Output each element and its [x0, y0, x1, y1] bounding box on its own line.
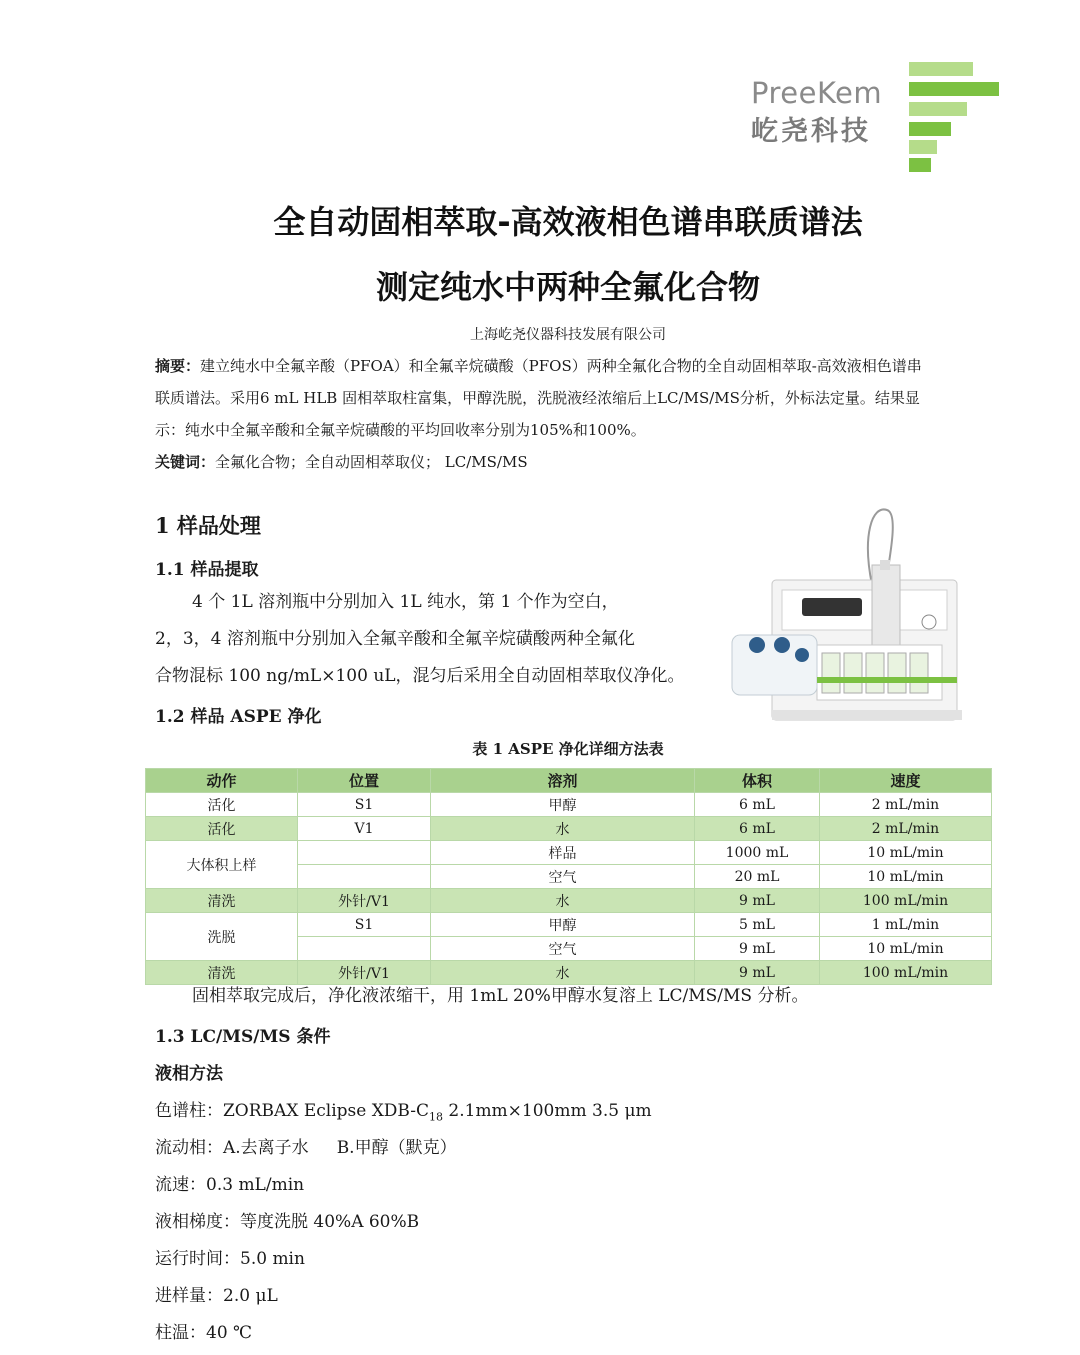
- param-injection: 进样量：2.0 μL: [155, 1286, 278, 1306]
- param-gradient: 液相梯度：等度洗脱 40%A 60%B: [155, 1212, 420, 1232]
- extraction-line1: 4 个 1L 溶剂瓶中分别加入 1L 纯水，第 1 个作为空白，: [192, 592, 619, 612]
- abstract-line1: [155, 356, 922, 376]
- table-cell: 水: [431, 817, 695, 841]
- table-row: [146, 841, 992, 865]
- table-cell: 6 mL: [695, 793, 820, 817]
- table-row: [146, 913, 992, 937]
- table-cell: 外针/V1: [298, 961, 431, 985]
- param-mobile-label: 流动相：: [155, 1138, 223, 1158]
- logo-text-cn: 屹尧科技: [751, 116, 871, 147]
- param-flow: 流速：0.3 mL/min: [155, 1175, 305, 1195]
- table-cell: S1: [298, 793, 431, 817]
- extraction-line3: 合物混标 100 ng/mL×100 uL，混匀后采用全自动固相萃取仪净化。: [155, 666, 685, 686]
- spe-instrument-image: [722, 505, 972, 730]
- table-cell: 空气: [431, 865, 695, 889]
- table-cell: 活化: [146, 793, 298, 817]
- abstract-text1: 建立纯水中全氟辛酸（PFOA）和全氟辛烷磺酸（PFOS）两种全氟化合物的全自动固相萃取-高效液相色谱串: [200, 357, 922, 375]
- keywords-text: 全氟化合物；全自动固相萃取仪； LC/MS/MS: [215, 453, 528, 471]
- table-cell: 100 mL/min: [820, 961, 992, 985]
- abstract-label: 摘要：: [155, 357, 201, 375]
- affiliation: 上海屹尧仪器科技发展有限公司: [470, 327, 666, 343]
- table-cell: 9 mL: [695, 961, 820, 985]
- aspe-method-table: [145, 768, 992, 985]
- param-runtime: 运行时间：5.0 min: [155, 1249, 305, 1269]
- table-cell: 清洗: [146, 889, 298, 913]
- header-solvent: 溶剂: [431, 769, 695, 793]
- table-cell: 1000 mL: [695, 841, 820, 865]
- table-row: [146, 817, 992, 841]
- section-heading-1-1: 1.1 样品提取: [155, 560, 259, 580]
- table-cell: 外针/V1: [298, 889, 431, 913]
- param-column: [155, 1096, 652, 1123]
- table-cell: 清洗: [146, 961, 298, 985]
- table-cell: [298, 937, 431, 961]
- table-row: [146, 793, 992, 817]
- table-cell: 10 mL/min: [820, 865, 992, 889]
- table-cell: 1 mL/min: [820, 913, 992, 937]
- param-mobile-phase: [155, 1133, 457, 1158]
- table-cell: 大体积上样: [146, 841, 298, 889]
- table-cell: 样品: [431, 841, 695, 865]
- logo-text-en: PreeKem: [751, 76, 883, 110]
- table-row: [146, 961, 992, 985]
- table-cell: 活化: [146, 817, 298, 841]
- table-cell: 甲醇: [431, 913, 695, 937]
- table-cell: 水: [431, 961, 695, 985]
- table-cell: 2 mL/min: [820, 817, 992, 841]
- header-volume: 体积: [695, 769, 820, 793]
- table-cell: 20 mL: [695, 865, 820, 889]
- table-cell: 6 mL: [695, 817, 820, 841]
- param-column-value-b: 2.1mm×100mm 3.5 μm: [443, 1101, 652, 1121]
- table-cell: 2 mL/min: [820, 793, 992, 817]
- table-cell: V1: [298, 817, 431, 841]
- table-cell: 洗脱: [146, 913, 298, 961]
- table-cell: 空气: [431, 937, 695, 961]
- table-cell: S1: [298, 913, 431, 937]
- table-cell: [298, 865, 431, 889]
- section-heading-1-2: 1.2 样品 ASPE 净化: [155, 707, 322, 727]
- after-table-text: 固相萃取完成后，净化液浓缩干，用 1mL 20%甲醇水复溶上 LC/MS/MS 分析。: [192, 986, 809, 1006]
- table-cell: 10 mL/min: [820, 841, 992, 865]
- table-cell: 10 mL/min: [820, 937, 992, 961]
- document-title-line1: 全自动固相萃取-高效液相色谱串联质谱法: [273, 203, 863, 241]
- logo-mark-icon: [905, 62, 1001, 174]
- document-title-line2: 测定纯水中两种全氟化合物: [375, 268, 760, 306]
- lc-method-subheading: 液相方法: [155, 1064, 223, 1084]
- param-column-subscript: 18: [429, 1110, 443, 1124]
- table-cell: 9 mL: [695, 889, 820, 913]
- param-mobile-a: A.去离子水: [223, 1138, 309, 1158]
- param-mobile-b: B.甲醇（默克）: [336, 1138, 457, 1158]
- table-cell: 水: [431, 889, 695, 913]
- param-column-value-a: ZORBAX Eclipse XDB-C: [223, 1101, 429, 1121]
- table-cell: 9 mL: [695, 937, 820, 961]
- header-position: 位置: [298, 769, 431, 793]
- table-cell: 5 mL: [695, 913, 820, 937]
- table-header-row: [146, 769, 992, 793]
- table-cell: 甲醇: [431, 793, 695, 817]
- section-heading-1-3: 1.3 LC/MS/MS 条件: [155, 1027, 331, 1047]
- extraction-line2: 2，3，4 溶剂瓶中分别加入全氟辛酸和全氟辛烷磺酸两种全氟化: [155, 629, 635, 649]
- keywords-line: [155, 452, 528, 472]
- header-action: 动作: [146, 769, 298, 793]
- table-cell: [298, 841, 431, 865]
- param-column-label: 色谱柱：: [155, 1101, 223, 1121]
- table-cell: 100 mL/min: [820, 889, 992, 913]
- abstract-line2: 联质谱法。采用6 mL HLB 固相萃取柱富集，甲醇洗脱，洗脱液经浓缩后上LC/MS/MS分析，外标法定量。结果显: [155, 389, 920, 407]
- table-caption: 表 1 ASPE 净化详细方法表: [472, 740, 664, 758]
- param-temperature: 柱温：40 ℃: [155, 1323, 253, 1343]
- keywords-label: 关键词：: [155, 453, 216, 471]
- section-heading-1: 1 样品处理: [155, 513, 261, 538]
- table-row: [146, 889, 992, 913]
- abstract-line3: 示：纯水中全氟辛酸和全氟辛烷磺酸的平均回收率分别为105%和100%。: [155, 421, 646, 439]
- header-speed: 速度: [820, 769, 992, 793]
